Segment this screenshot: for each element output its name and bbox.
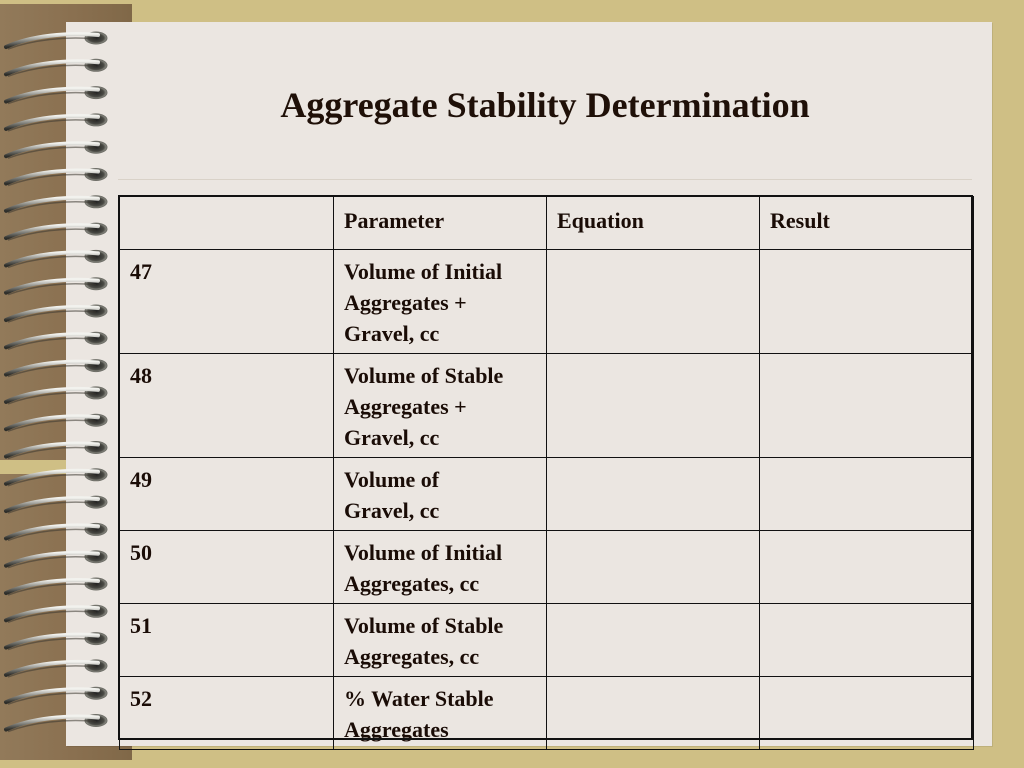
row-equation xyxy=(547,354,760,458)
parameter-line: Aggregates xyxy=(344,717,449,742)
row-equation xyxy=(547,250,760,354)
binder-coil xyxy=(6,442,107,459)
parameter-line: Aggregates + xyxy=(344,290,467,315)
binder-coil xyxy=(6,605,107,622)
binder-coil xyxy=(6,332,107,349)
row-result xyxy=(760,531,974,604)
table-row xyxy=(120,250,974,354)
parameter-line: Volume of xyxy=(344,467,440,492)
binder-coil xyxy=(6,250,107,267)
binder-coil xyxy=(6,551,107,568)
header-parameter: Parameter xyxy=(334,197,547,250)
row-result xyxy=(760,354,974,458)
row-result xyxy=(760,458,974,531)
header-result: Result xyxy=(760,197,974,250)
row-number: 51 xyxy=(120,604,334,677)
binder-coil xyxy=(6,496,107,513)
slide-title: Aggregate Stability Determination xyxy=(280,85,810,125)
binder-coil xyxy=(6,523,107,540)
row-parameter xyxy=(334,677,547,750)
binder-coil xyxy=(6,141,107,158)
row-equation xyxy=(547,604,760,677)
binder-coil xyxy=(6,32,107,49)
table-header-row xyxy=(120,197,974,250)
binder-coil xyxy=(6,196,107,213)
binder-coil xyxy=(6,169,107,186)
row-result xyxy=(760,250,974,354)
row-result xyxy=(760,677,974,750)
parameter-line: Volume of Stable xyxy=(344,363,504,388)
binder-coil xyxy=(6,578,107,595)
parameter-line: Volume of Initial xyxy=(344,259,503,284)
table-row xyxy=(120,677,974,750)
parameter-line: Aggregates, cc xyxy=(344,644,480,669)
binder-coil xyxy=(6,687,107,704)
row-parameter xyxy=(334,458,547,531)
row-parameter xyxy=(334,531,547,604)
row-number: 52 xyxy=(120,677,334,750)
binder-coil xyxy=(6,660,107,677)
parameter-line: Gravel, cc xyxy=(344,425,440,450)
parameter-line: Aggregates + xyxy=(344,394,467,419)
table-row xyxy=(120,458,974,531)
binder-coil xyxy=(6,59,107,76)
row-equation xyxy=(547,531,760,604)
row-number: 47 xyxy=(120,250,334,354)
parameter-line: Gravel, cc xyxy=(344,498,440,523)
row-parameter xyxy=(334,604,547,677)
binder-coil xyxy=(6,633,107,650)
binder-coil xyxy=(6,387,107,404)
parameter-line: Aggregates, cc xyxy=(344,571,480,596)
row-parameter xyxy=(334,250,547,354)
binder-coil xyxy=(6,223,107,240)
table-row xyxy=(120,354,974,458)
header-equation: Equation xyxy=(547,197,760,250)
binder-coil xyxy=(6,414,107,431)
parameter-line: % Water Stable xyxy=(344,686,494,711)
binder-coil xyxy=(6,305,107,322)
parameter-line: Volume of Stable xyxy=(344,613,504,638)
row-number: 48 xyxy=(120,354,334,458)
parameter-line: Volume of Initial xyxy=(344,540,503,565)
title-divider xyxy=(118,179,972,180)
binder-coil xyxy=(6,715,107,732)
data-table xyxy=(119,196,974,750)
parameter-line: Gravel, cc xyxy=(344,321,440,346)
binder-coil xyxy=(6,469,107,486)
header-number xyxy=(120,197,334,250)
row-result xyxy=(760,604,974,677)
binder-coil xyxy=(6,278,107,295)
row-parameter xyxy=(334,354,547,458)
binder-coil xyxy=(6,360,107,377)
row-equation xyxy=(547,677,760,750)
table-row xyxy=(120,531,974,604)
row-number: 49 xyxy=(120,458,334,531)
row-number: 50 xyxy=(120,531,334,604)
row-equation xyxy=(547,458,760,531)
table-row xyxy=(120,604,974,677)
